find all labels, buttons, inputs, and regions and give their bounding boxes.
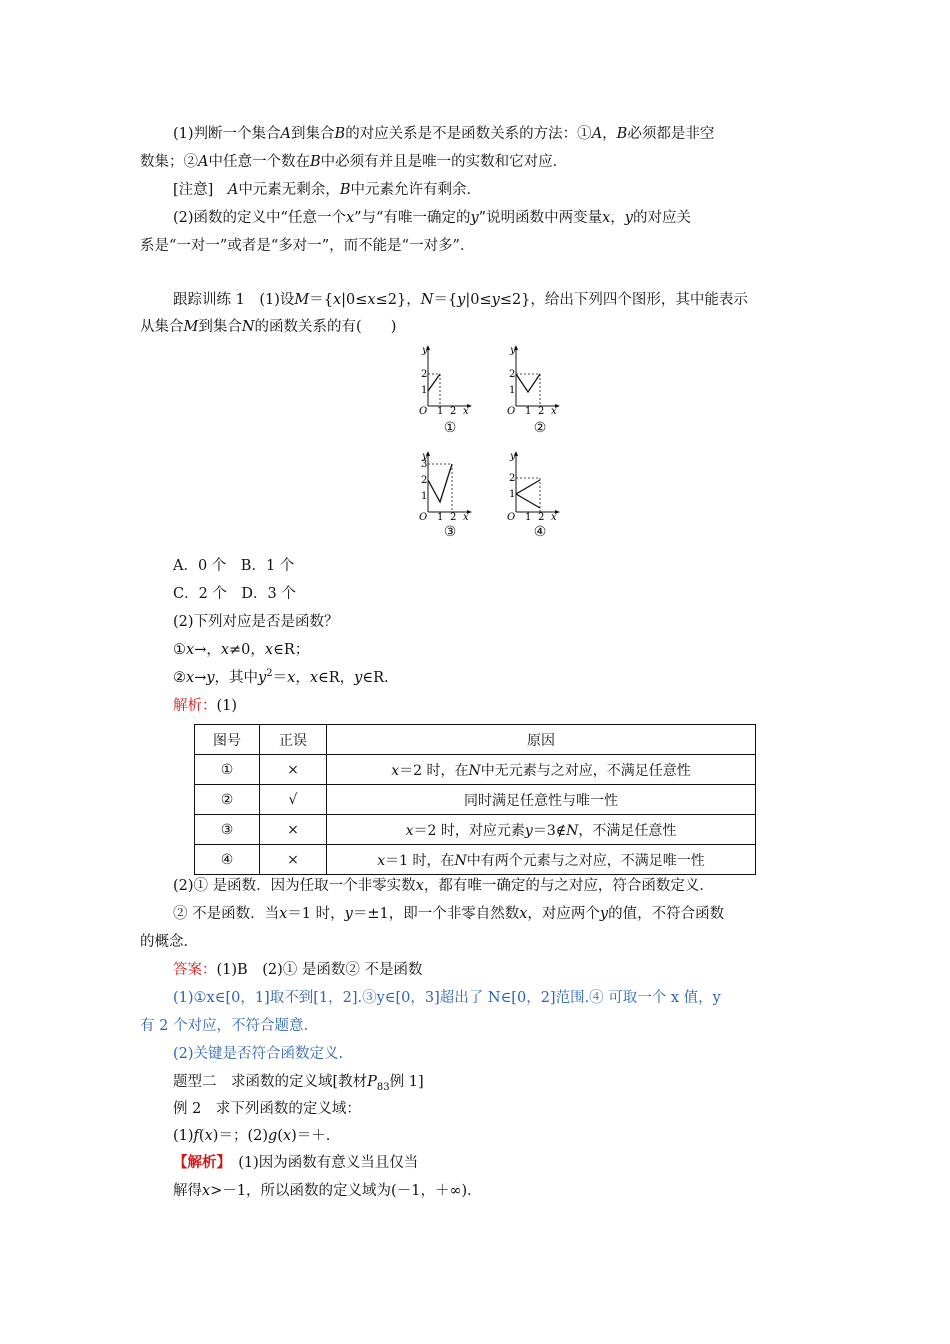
text: (2)① 是函数．因为任取一个非零实数 bbox=[173, 878, 416, 894]
header-cell: 正误 bbox=[260, 725, 327, 755]
x-axis-label: x bbox=[463, 406, 469, 414]
options-row-2: C．2 个 D．3 个 bbox=[173, 586, 296, 602]
table-row bbox=[195, 845, 756, 875]
text: ， bbox=[610, 210, 625, 226]
var: x bbox=[279, 906, 288, 922]
var: y bbox=[599, 906, 609, 922]
graph-3 bbox=[412, 450, 474, 520]
text: 的函数关系的有( ) bbox=[254, 319, 397, 335]
var: y bbox=[524, 822, 533, 839]
var: x bbox=[186, 642, 195, 658]
y-tick: 1 bbox=[421, 491, 428, 502]
paragraph-2-line-2 bbox=[140, 236, 474, 256]
exercise-line-1 bbox=[173, 290, 748, 310]
text: ＝{ bbox=[433, 292, 458, 308]
text: ”与“有唯一确定的 bbox=[354, 210, 471, 226]
graph-3-svg bbox=[412, 450, 474, 520]
table-cell: ① bbox=[195, 755, 260, 785]
text: 的值，不符合函数 bbox=[608, 906, 725, 922]
text: ， bbox=[295, 670, 310, 686]
var: x bbox=[287, 670, 296, 686]
y-tick: 3 bbox=[421, 459, 428, 470]
text: ( bbox=[277, 1128, 283, 1144]
text: (1) bbox=[173, 1128, 194, 1144]
text: (1)因为函数有意义当且仅当 bbox=[223, 1155, 419, 1171]
y-tick: 2 bbox=[421, 475, 428, 486]
graph-1-label: ① bbox=[443, 420, 457, 436]
table-cell bbox=[327, 845, 756, 875]
var: N bbox=[420, 292, 434, 308]
var: M bbox=[183, 319, 199, 335]
text: 必须都是非空 bbox=[627, 126, 715, 142]
header-cell: 原因 bbox=[327, 725, 756, 755]
text: 中有两个元素与之对应，不满足唯一性 bbox=[466, 852, 705, 869]
graph-2-label: ② bbox=[533, 420, 547, 436]
text: 中元素允许有剩余． bbox=[350, 182, 481, 198]
origin-label: O bbox=[419, 512, 428, 520]
table-cell: √ bbox=[260, 785, 327, 815]
origin-label: O bbox=[419, 406, 428, 414]
var: x bbox=[377, 852, 386, 869]
note-label: [注意] bbox=[173, 182, 228, 198]
var: x bbox=[345, 210, 355, 226]
var: y bbox=[491, 292, 500, 308]
text: 中必须有并且是唯一的实数和它对应． bbox=[320, 154, 568, 170]
text: |0≤ bbox=[341, 292, 368, 308]
var: y bbox=[206, 670, 215, 686]
var: M bbox=[294, 292, 310, 308]
note-line bbox=[173, 180, 481, 200]
table-cell: ② bbox=[195, 785, 260, 815]
text: ＝±1，即一个非零自然数 bbox=[352, 906, 520, 922]
text: ，都有唯一确定的与之对应，符合函数定义． bbox=[423, 878, 714, 894]
var: y bbox=[354, 670, 363, 686]
table-cell: ④ bbox=[195, 845, 260, 875]
answer-label: 答案： bbox=[173, 962, 217, 978]
answer-line bbox=[173, 960, 422, 980]
text: ∈R. bbox=[362, 670, 389, 686]
superscript: 2 bbox=[266, 668, 273, 680]
var: x bbox=[391, 762, 400, 779]
var: x bbox=[202, 1183, 211, 1199]
var: y bbox=[470, 210, 479, 226]
table-header-row bbox=[195, 725, 756, 755]
var: y bbox=[344, 906, 353, 922]
table-cell: × bbox=[260, 815, 327, 845]
example-2-question bbox=[173, 1126, 330, 1146]
text: (2)函数的定义中“任意一个 bbox=[173, 210, 346, 226]
var: x bbox=[186, 670, 195, 686]
example-2-title: 例 2 求下列函数的定义域： bbox=[173, 1101, 361, 1117]
graph-1-svg bbox=[412, 344, 474, 414]
text: ＝3∉ bbox=[532, 822, 567, 839]
y-axis-label: y bbox=[510, 451, 516, 462]
origin-label: O bbox=[507, 406, 516, 414]
y-tick: 2 bbox=[509, 369, 516, 380]
var: N bbox=[454, 852, 467, 869]
text: (1) bbox=[216, 698, 238, 714]
y-tick: 2 bbox=[421, 369, 428, 380]
var: x bbox=[367, 292, 376, 308]
text: ∈R； bbox=[273, 642, 310, 658]
x-tick: 2 bbox=[538, 512, 545, 520]
var: A bbox=[280, 126, 292, 142]
table-cell: ③ bbox=[195, 815, 260, 845]
y-tick: 1 bbox=[509, 385, 516, 396]
y-tick: 1 bbox=[509, 489, 516, 500]
text: 解得 bbox=[173, 1183, 202, 1199]
x-tick: 2 bbox=[450, 406, 457, 414]
var: x bbox=[332, 292, 342, 308]
text: (1)判断一个集合 bbox=[173, 126, 281, 142]
text: 到集合 bbox=[291, 126, 335, 142]
y-axis-label: y bbox=[422, 451, 428, 462]
text: 中元素无剩余， bbox=[238, 182, 340, 198]
var: B bbox=[339, 182, 351, 198]
hint-line-3: (2)关键是否符合函数定义. bbox=[173, 1046, 344, 1062]
text: 数集；② bbox=[140, 154, 198, 170]
text: )＝＋. bbox=[291, 1128, 331, 1144]
text: ”说明函数中两变量 bbox=[478, 210, 603, 226]
text: ＝ bbox=[272, 670, 288, 686]
y-tick: 2 bbox=[509, 473, 516, 484]
x-axis-label: x bbox=[551, 512, 557, 520]
var: x bbox=[282, 1128, 292, 1144]
text: ，不满足任意性 bbox=[578, 822, 677, 839]
text: 到集合 bbox=[198, 319, 242, 335]
table-cell bbox=[327, 755, 756, 785]
text: ∈R， bbox=[318, 670, 355, 686]
var: g bbox=[267, 1128, 278, 1144]
graph-4 bbox=[500, 450, 562, 520]
var: x bbox=[204, 1128, 213, 1144]
var: x bbox=[220, 642, 230, 658]
graph-3-label: ③ bbox=[443, 524, 457, 540]
analysis-heading bbox=[173, 696, 237, 716]
solution-2-line-2 bbox=[173, 904, 724, 924]
var: x bbox=[415, 878, 424, 894]
var: B bbox=[616, 126, 628, 142]
var: A bbox=[591, 126, 603, 142]
solution-2-line-3: 的概念． bbox=[140, 934, 198, 950]
analysis-label: 解析： bbox=[173, 698, 217, 714]
text: 的对应关系是不是函数关系的方法：① bbox=[345, 126, 592, 142]
paragraph-1-line-2 bbox=[140, 152, 567, 172]
table-cell: 同时满足任意性与唯一性 bbox=[327, 785, 756, 815]
text: |0≤ bbox=[465, 292, 492, 308]
table-row bbox=[195, 815, 756, 845]
table-row bbox=[195, 785, 756, 815]
analysis-table bbox=[194, 724, 756, 875]
var: f bbox=[193, 1128, 199, 1144]
solution-2-line-1 bbox=[173, 876, 714, 896]
options-row-1: A．0 个 B．1 个 bbox=[173, 558, 295, 574]
text: →， bbox=[194, 642, 221, 658]
var: y bbox=[624, 210, 633, 226]
text: 跟踪训练 1 (1)设 bbox=[173, 292, 295, 308]
var: N bbox=[241, 319, 255, 335]
graph-2-svg bbox=[500, 344, 562, 414]
x-tick: 2 bbox=[538, 406, 545, 414]
text: ， bbox=[602, 126, 617, 142]
graph-4-label: ④ bbox=[533, 524, 547, 540]
text: → bbox=[194, 670, 207, 686]
table-cell: × bbox=[260, 845, 327, 875]
last-line bbox=[173, 1181, 482, 1201]
question-2-item-1 bbox=[173, 640, 309, 660]
question-2-title: (2)下列对应是否是函数？ bbox=[173, 614, 339, 630]
var: B bbox=[334, 126, 346, 142]
subscript: 83 bbox=[376, 1081, 390, 1093]
x-tick: 1 bbox=[437, 512, 444, 520]
text: ＝1 时，在 bbox=[385, 852, 455, 869]
x-axis-label: x bbox=[463, 512, 469, 520]
type-2-heading bbox=[173, 1072, 424, 1092]
solution-label: 【解析】 bbox=[173, 1154, 224, 1171]
text: 从集合 bbox=[140, 319, 184, 335]
text: ≤2}， bbox=[375, 292, 421, 308]
table-row bbox=[195, 755, 756, 785]
var: A bbox=[198, 154, 209, 170]
text: ＝{ bbox=[309, 292, 333, 308]
paragraph-2-line-1 bbox=[173, 208, 691, 228]
text: ② 不是函数．当 bbox=[173, 906, 280, 922]
var: N bbox=[468, 762, 481, 779]
hint-line-2: 有 2 个对应，不符合题意. bbox=[140, 1018, 309, 1034]
paragraph-1-line-1 bbox=[173, 124, 714, 144]
var: P bbox=[367, 1074, 377, 1090]
text: )＝；(2) bbox=[212, 1128, 268, 1144]
var: x bbox=[405, 822, 414, 839]
graph-4-svg bbox=[500, 450, 562, 520]
text: 例 1] bbox=[389, 1074, 424, 1090]
text: 系是“一对一”或者是“多对一”，而不能是“一对多”． bbox=[140, 238, 475, 254]
text: 中无元素与之对应，不满足任意性 bbox=[480, 762, 691, 779]
var: x bbox=[264, 642, 274, 658]
origin-label: O bbox=[507, 512, 516, 520]
text: >－1，所以函数的定义域为(－1，＋∞)． bbox=[210, 1183, 482, 1199]
var: x bbox=[602, 210, 611, 226]
text: ，其中 bbox=[214, 670, 259, 686]
text: ① bbox=[173, 642, 186, 658]
graph-1 bbox=[412, 344, 474, 414]
text: ＝2 时，在 bbox=[399, 762, 469, 779]
text: ＝2 时，对应元素 bbox=[413, 822, 525, 839]
y-tick: 1 bbox=[421, 385, 428, 396]
x-tick: 1 bbox=[525, 406, 532, 414]
text: ，对应两个 bbox=[527, 906, 600, 922]
text: ＝1 时， bbox=[287, 906, 345, 922]
text: ② bbox=[173, 670, 186, 686]
text: ≠0， bbox=[229, 642, 265, 658]
table-cell bbox=[327, 815, 756, 845]
text: 题型二 求函数的定义域[教材 bbox=[173, 1074, 368, 1090]
y-axis-label: y bbox=[510, 345, 516, 356]
answer-text: (1)B (2)① 是函数② 不是函数 bbox=[216, 962, 423, 978]
text: 的对应关 bbox=[632, 210, 691, 226]
var: A bbox=[227, 182, 239, 198]
var: x bbox=[519, 906, 528, 922]
x-tick: 1 bbox=[525, 512, 532, 520]
solution-line bbox=[173, 1153, 418, 1173]
graph-2 bbox=[500, 344, 562, 414]
x-tick: 2 bbox=[450, 512, 457, 520]
text: ( bbox=[198, 1128, 205, 1144]
text: 中任意一个数在 bbox=[208, 154, 310, 170]
var: y bbox=[258, 670, 267, 686]
x-axis-label: x bbox=[551, 406, 557, 414]
y-axis-label: y bbox=[422, 345, 428, 356]
header-cell: 图号 bbox=[195, 725, 260, 755]
exercise-line-2 bbox=[140, 317, 396, 337]
var: B bbox=[309, 154, 321, 170]
var: N bbox=[566, 822, 579, 839]
text: ≤2}，给出下列四个图形，其中能表示 bbox=[499, 292, 748, 308]
table-cell: × bbox=[260, 755, 327, 785]
var: x bbox=[309, 670, 318, 686]
hint-line-1: (1)①x∈[0，1]取不到[1，2].③y∈[0，3]超出了 N∈[0，2]范围.④ 可取一个 x 值，y bbox=[173, 990, 721, 1006]
var: y bbox=[457, 292, 466, 308]
x-tick: 1 bbox=[437, 406, 444, 414]
question-2-item-2 bbox=[173, 668, 389, 688]
